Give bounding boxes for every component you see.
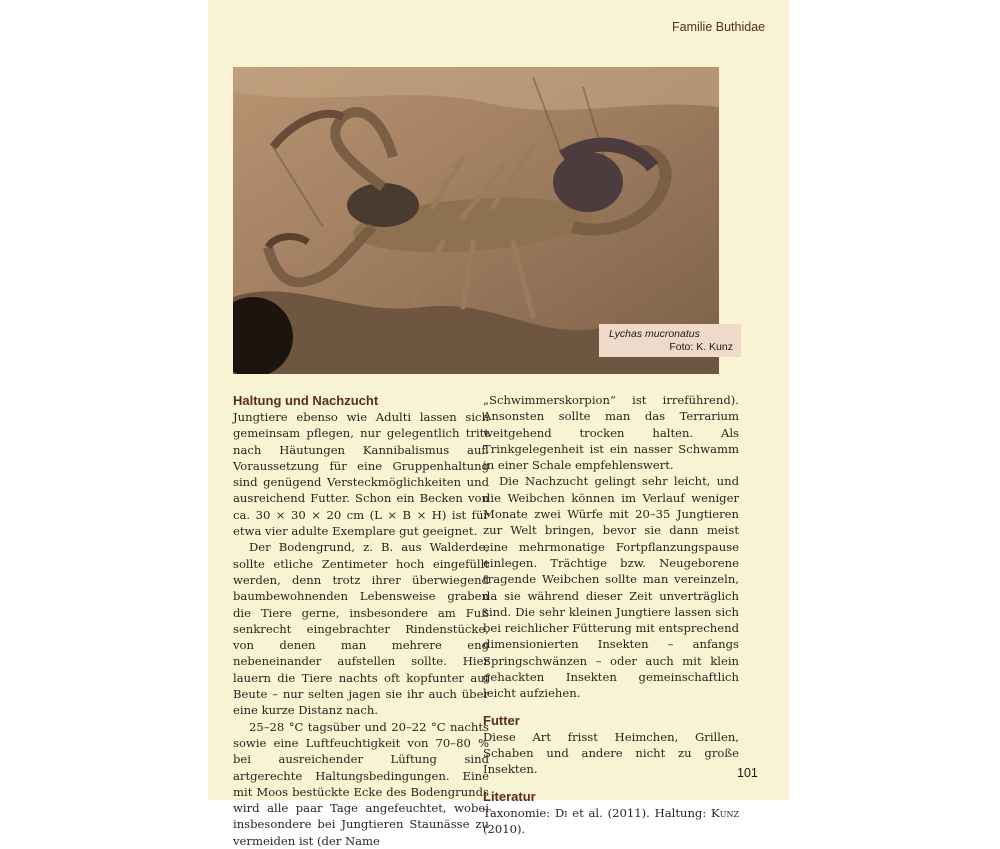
running-head: Familie Buthidae <box>672 20 766 34</box>
paragraph: „Schwimmerskorpion“ ist irreführend). Ansonsten sollte man das Terrarium weitgehend trocken halten. Als Trinkgelegenheit ist ein nasser Schwamm in einer Schale empfehlenswert. <box>483 393 739 473</box>
left-column <box>233 392 489 849</box>
reference-prefix: Taxonomie: <box>483 805 555 820</box>
right-column <box>483 392 739 837</box>
page-number: 101 <box>737 766 758 780</box>
heading-literatur: Literatur <box>483 788 536 804</box>
reference-author: Kunz <box>711 805 740 820</box>
paragraph: Jungtiere ebenso wie Adulti lassen sich gemeinsam pflegen, nur gelegentlich tritt nach Häutungen Kannibalismus auf. Voraussetzung für eine Gruppenhaltung sind genügend Versteckmöglichkeiten und ausreichend Futter. Schon ein Becken von ca. 30 × 30 × 20 cm (L × B × H) ist für etwa vier adulte Exemplare gut geeignet. <box>233 410 489 539</box>
paragraph: 25–28 °C tagsüber und 20–22 °C nachts sowie eine Luftfeuchtigkeit von 70–80 % bei ausreichender Lüftung sind artgerechte Haltungsbedingungen. Eine mit Moos bestückte Ecke des Bodengrunds wird alle paar Tage angefeuchtet, wobei insbesondere bei Jungtieren Staunässe zu vermeiden ist (der Name <box>233 719 489 848</box>
caption-species: Lychas mucronatus <box>609 328 700 340</box>
heading-futter: Futter <box>483 712 520 728</box>
photo-caption <box>599 324 741 357</box>
paragraph: Diese Art frisst Heimchen, Grillen, Schaben und andere nicht zu große Insekten. <box>483 729 739 777</box>
paragraph: Die Nachzucht gelingt sehr leicht, und die Weibchen können im Verlauf weniger Monate zwei Würfe mit 20–35 Jungtieren zur Welt bringen, bevor sie dann meist eine mehrmonatige Fortpflanzungspause einlegen. Trächtige bzw. Neugeborene tragende Weibchen sollte man vereinzeln, da sie während dieser Zeit unverträglich sind. Die sehr kleinen Jungtiere lassen sich bei reichlicher Fütterung mit entsprechend dimensionierten Insekten – anfangs Springschwänzen – oder auch mit klein gehackten Insekten gemeinschaftlich leicht aufziehen. <box>483 474 740 701</box>
reference-author: Di <box>554 805 568 820</box>
heading-haltung: Haltung und Nachzucht <box>233 393 379 408</box>
paragraph: Der Bodengrund, z. B. aus Walderde, sollte etliche Zentimeter hoch eingefüllt werden, denn trotz ihrer überwiegend baumbewohnenden Lebensweise graben die Tiere gerne, insbesondere am Fuß senkrecht eingebrachter Rindenstücke, von denen man mehrere eng nebeneinander aufstellen sollte. Hier lauern die Tiere nachts oft kopfunter auf Beute – nur selten jagen sie ihr auch über eine kurze Distanz nach. <box>233 540 489 718</box>
reference-suffix: (2010). <box>483 821 526 836</box>
caption-credit: Foto: K. Kunz <box>669 341 733 353</box>
literature-reference <box>483 805 739 838</box>
reference-mid: et al. (2011). Haltung: <box>567 805 712 820</box>
